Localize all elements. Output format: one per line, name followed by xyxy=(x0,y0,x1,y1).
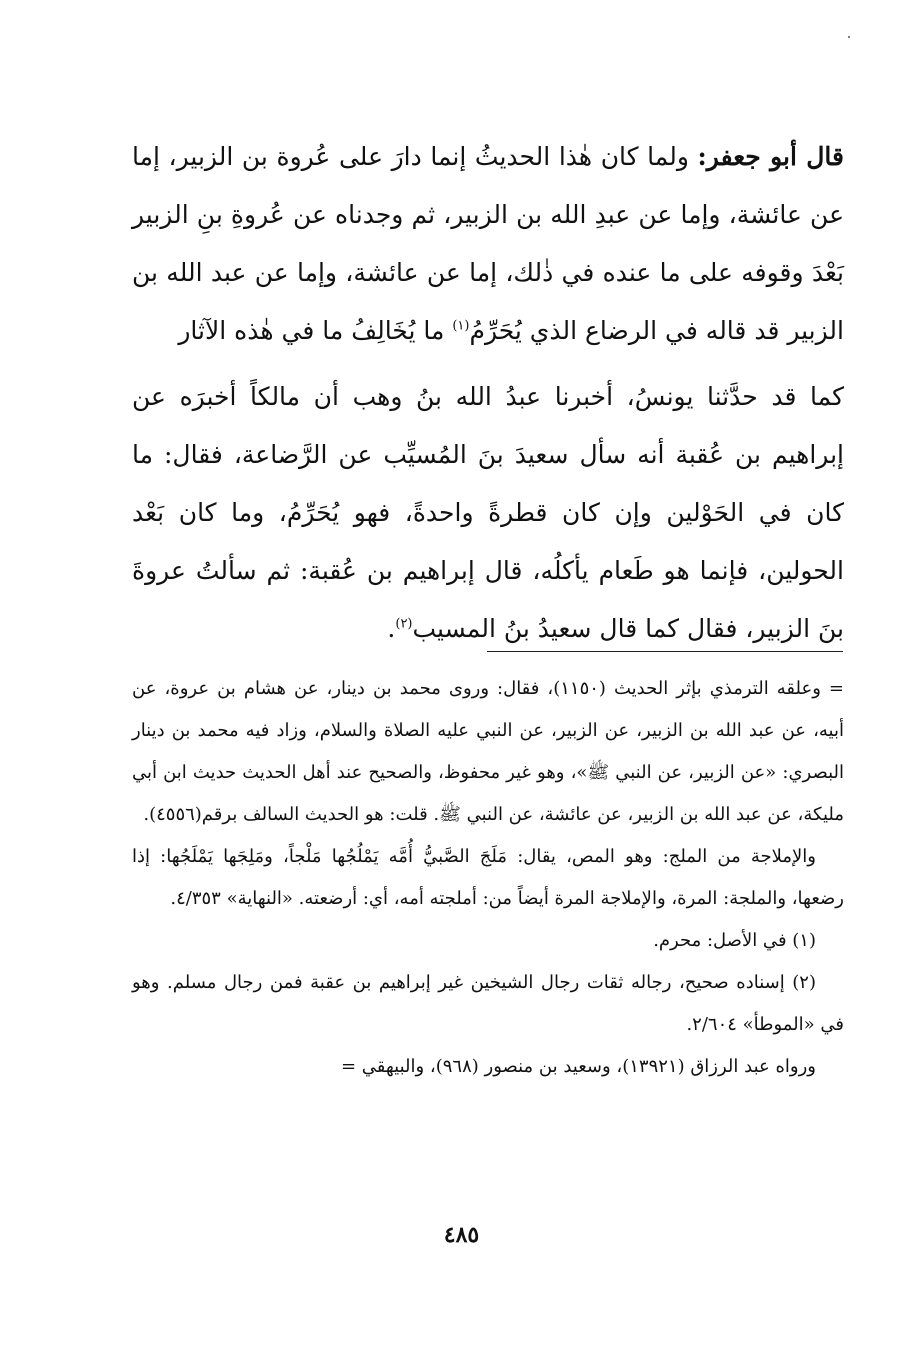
footnotes xyxy=(132,668,844,1088)
footnote-continuation: = وعلقه الترمذي بإثر الحديث (١١٥٠)، فقال: وروى محمد بن دينار، عن هشام بن عروة، عن أبيه، عن عبد الله بن الزبير، عن الزبير، عن النبي عليه الصلاة والسلام، وزاد فيه محمد بن دينار البصري: «عن الزبير، عن النبي ﷺ»، وهو غير محفوظ، والصحيح عند أهل الحديث حديث ابن أبي مليكة، عن عبد الله بن الزبير، عن عائشة، عن النبي ﷺ. قلت: هو الحديث السالف برقم(٤٥٥٦). xyxy=(132,678,845,825)
scan-artifact xyxy=(848,36,850,38)
page-number: ٤٨٥ xyxy=(443,1222,480,1248)
paragraph-2-tail: . xyxy=(387,614,396,643)
footnote-ref-2[interactable]: (٢) xyxy=(395,616,413,632)
footnote-imlaja: والإملاجة من الملج: وهو المص، يقال: مَلَجَ الصَّبيُّ أُمَّه يَمْلُجُها مَلْجاً، ومَلِجَها يَمْلَجُها: إذا رضعها، والملجة: المرة، والإملاجة المرة أيضاً من: أملجته أمه، أي: أرضعته. «النهاية» ٤/٣٥٣. xyxy=(132,846,844,909)
footnote-2-continuation: ورواه عبد الرزاق (١٣٩٢١)، وسعيد بن منصور (٩٦٨)، والبيهقي = xyxy=(340,1056,816,1077)
speaker-label: قال أبو جعفر: xyxy=(697,142,844,171)
paragraph-2 xyxy=(132,368,844,658)
footnote-2: (٢) إسناده صحيح، رجاله ثقات رجال الشيخين غير إبراهيم بن عقبة فمن رجال مسلم. وهو في «الموطأ» ٢/٦٠٤. xyxy=(132,972,844,1035)
main-text xyxy=(132,128,844,658)
paragraph-2-text: كما قد حدَّثنا يونسُ، أخبرنا عبدُ الله بنُ وهب أن مالكاً أخبرَه عن إبراهيم بن عُقبة أنه سأل سعيدَ بنَ المُسيِّب عن الرَّضاعة، فقال: ما كان في الحَوْلين وإن كان قطرةً واحدةً، فهو يُحَرِّمُ، وما كان بَعْد الحولين، فإنما هو طَعام يأكلُه، قال إبراهيم بن عُقبة: ثم سألتُ عروةَ بنَ الزبير، فقال كما قال سعيدُ بنُ المسيب xyxy=(132,382,844,643)
footnote-divider xyxy=(487,651,843,652)
paragraph-1-text: ولما كان هٰذا الحديثُ إنما دارَ على عُروة بن الزبير، إما عن عائشة، وإما عن عبدِ الله بن الزبير، ثم وجدناه عن عُروةِ بنِ الزبير بَعْدَ وقوفه على ما عنده في ذٰلك، إما عن عائشة، وإما عن عبد الله بن الزبير قد قاله في الرضاع الذي يُحَرِّمُ xyxy=(132,142,844,345)
paragraph-1 xyxy=(132,128,844,360)
footnote-1: (١) في الأصل: محرم. xyxy=(653,930,816,951)
footnote-ref-1[interactable]: (١) xyxy=(452,318,470,334)
paragraph-1-tail: ما يُخَالِفُ ما في هٰذه الآثار xyxy=(178,316,445,345)
